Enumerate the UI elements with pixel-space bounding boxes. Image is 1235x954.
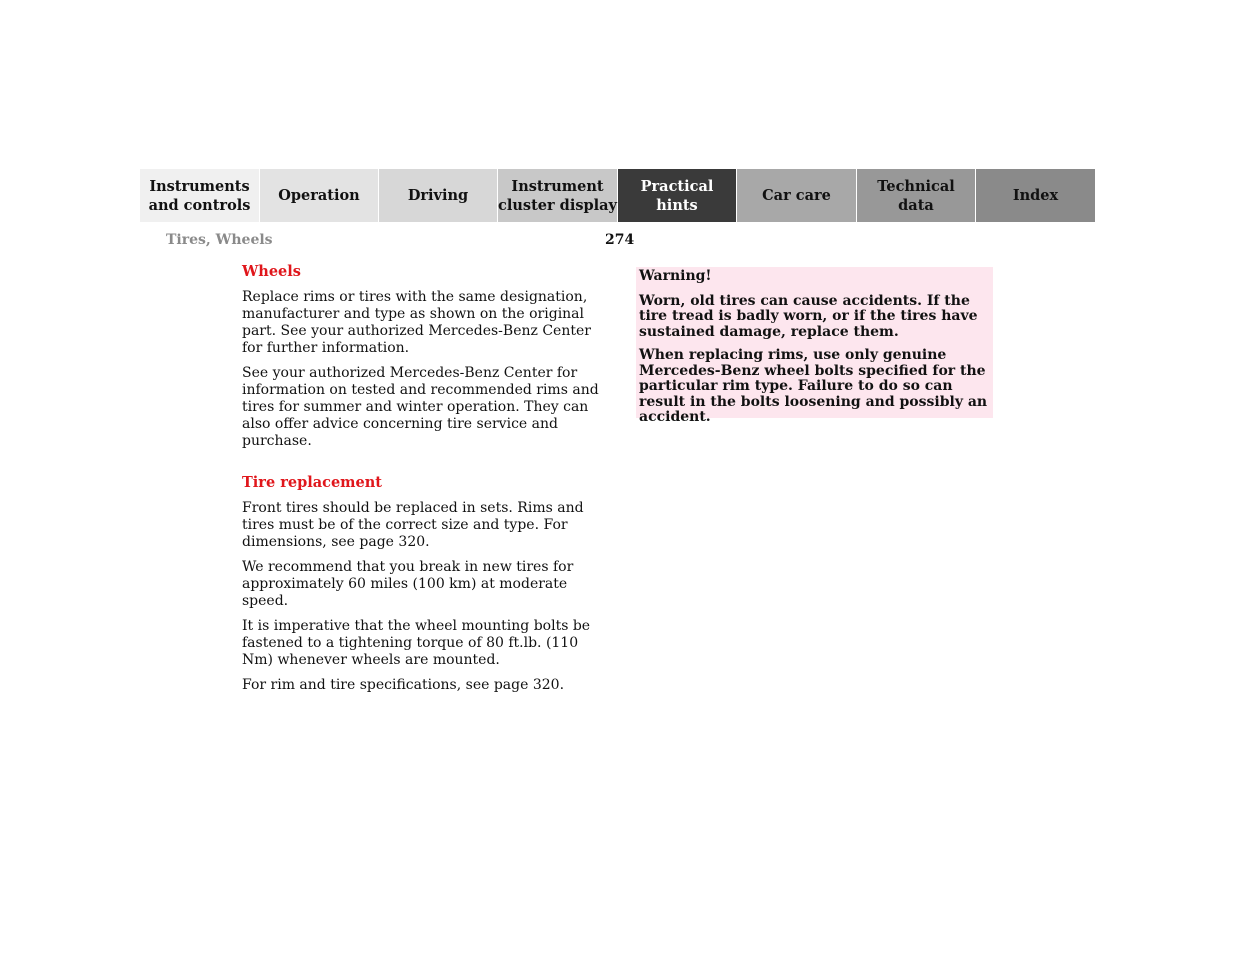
wheels-heading: Wheels xyxy=(242,263,301,280)
tab-practical-hints[interactable]: Practical hints xyxy=(618,169,737,222)
tire-replacement-paragraph-4: For rim and tire specifications, see page 320. xyxy=(242,677,565,693)
tire-replacement-heading: Tire replacement xyxy=(242,474,382,491)
tire-replacement-paragraph-2: We recommend that you break in new tires for approximately 60 miles (100 km) at moderate speed. xyxy=(242,559,574,609)
page-number: 274 xyxy=(605,232,635,248)
tab-technical-data[interactable]: Technical data xyxy=(857,169,976,222)
chapter-navigation xyxy=(140,169,1095,222)
warning-paragraph-2: When replacing rims, use only genuine Mercedes-Benz wheel bolts specified for the particular rim type. Failure to do so can result in the bolts loosening and possibly an accident. xyxy=(639,347,988,425)
section-header: Tires, Wheels xyxy=(166,232,273,248)
tire-replacement-paragraph-1: Front tires should be replaced in sets. Rims and tires must be of the correct size and type. For dimensions, see page 320. xyxy=(242,500,584,550)
tab-instruments-and-controls[interactable]: Instruments and controls xyxy=(140,169,260,222)
main-content xyxy=(242,263,602,702)
tab-index[interactable]: Index xyxy=(976,169,1095,222)
warning-title: Warning! xyxy=(639,268,712,284)
tire-replacement-paragraph-3: It is imperative that the wheel mounting bolts be fastened to a tightening torque of 80 ft.lb. (110 Nm) whenever wheels are mounted. xyxy=(242,618,591,668)
warning-box xyxy=(636,267,993,425)
tab-car-care[interactable]: Car care xyxy=(737,169,857,222)
wheels-paragraph-1: Replace rims or tires with the same designation, manufacturer and type as shown on the original part. See your authorized Mercedes-Benz Center for further information. xyxy=(242,289,591,356)
section-gap xyxy=(242,458,602,474)
wheels-paragraph-2: See your authorized Mercedes-Benz Center for information on tested and recommended rims and tires for summer and winter operation. They can also offer advice concerning tire service and purchase. xyxy=(242,365,599,449)
tab-driving[interactable]: Driving xyxy=(379,169,498,222)
tab-operation[interactable]: Operation xyxy=(260,169,379,222)
tab-instrument-cluster-display[interactable]: Instrument cluster display xyxy=(498,169,618,222)
warning-paragraph-1: Worn, old tires can cause accidents. If the tire tread is badly worn, or if the tires have sustained damage, replace them. xyxy=(639,292,978,340)
